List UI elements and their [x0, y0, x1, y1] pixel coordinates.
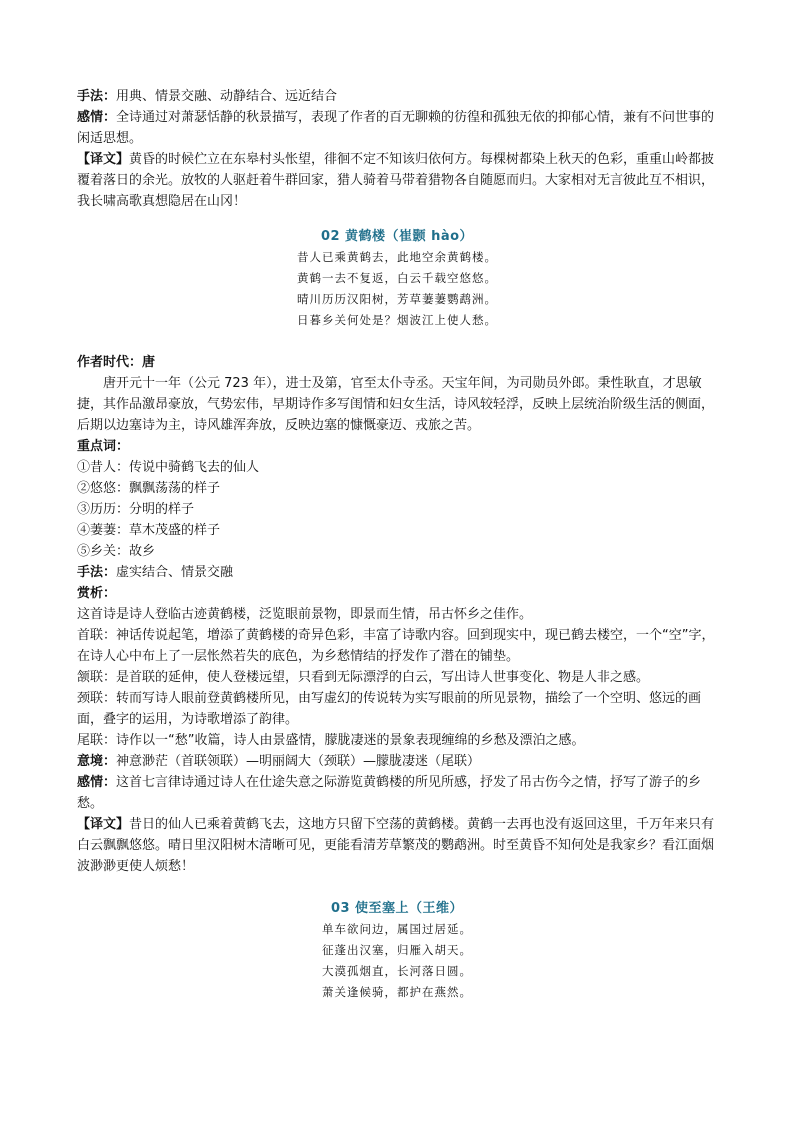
technique-label-2: 手法：	[77, 565, 117, 580]
poem-line: 黄鹤一去不复返，白云千载空悠悠。	[297, 271, 497, 285]
poem-line: 单车欲问边，属国过居延。	[322, 922, 472, 936]
document-page	[77, 86, 717, 1003]
translation-label: 【译文】	[77, 152, 130, 167]
poem-line: 萧关逢候骑，都护在燕然。	[322, 985, 472, 999]
technique-line-2	[77, 562, 717, 583]
technique-line	[77, 86, 717, 107]
keyword-item: ③历历：分明的样子	[77, 502, 195, 517]
poem-line: 昔人已乘黄鹤去，此地空余黄鹤楼。	[297, 250, 497, 264]
technique-label: 手法：	[77, 89, 117, 104]
emotion-line	[77, 107, 717, 149]
technique-text: 用典、情景交融、动静结合、远近结合	[116, 89, 338, 104]
mood-line	[77, 751, 717, 772]
poem-body-huanghelou	[77, 247, 717, 331]
technique-text-2: 虚实结合、情景交融	[116, 565, 234, 580]
keyword-item: ①昔人：传说中骑鹤飞去的仙人	[77, 460, 260, 475]
last-couplet-analysis: 尾联：诗作以一“愁”收篇，诗人由景盛情，朦胧凄迷的景象表现缠绵的乡愁及漂泊之感。	[77, 733, 585, 748]
keyword-item: ⑤乡关：故乡	[77, 544, 156, 559]
author-bio: 唐开元十一年（公元 723 年），进士及第，官至太仆寺丞。天宝年间，为司勋员外郎。秉性耿直，才思敏捷，其作品激昂豪放，气势宏伟，早期诗作多写闺情和妇女生活，诗风较轻浮，反映上层统治阶级生活的侧面，后期以边塞诗为主，诗风雄浑奔放，反映边塞的慷慨豪迈、戎旅之苦。	[77, 376, 715, 433]
translation-text: 黄昏的时候伫立在东皋村头怅望，徘徊不定不知该归依何方。每棵树都染上秋天的色彩，重重山岭都披覆着落日的余光。放牧的人驱赶着牛群回家，猎人骑着马带着猎物各自随愿而归。大家相对无言彼此互不相识，我长啸高歌真想隐居在山冈！	[77, 152, 715, 209]
emotion-label: 感情：	[77, 110, 117, 125]
emotion-label-2: 感情：	[77, 775, 117, 790]
poem-line: 晴川历历汉阳树，芳草萋萋鹦鹉洲。	[297, 292, 497, 306]
poem-line: 大漠孤烟直，长河落日圆。	[322, 964, 472, 978]
translation-line-2	[77, 814, 717, 877]
emotion-text: 全诗通过对萧瑟恬静的秋景描写，表现了作者的百无聊赖的彷徨和孤独无依的抑郁心情，兼有不问世事的闲适思想。	[77, 110, 715, 146]
translation-line	[77, 149, 717, 212]
mood-text: 神意渺茫（首联领联）—明丽阔大（颈联）—朦胧凄迷（尾联）	[116, 754, 481, 769]
translation-text-2: 昔日的仙人已乘着黄鹤飞去，这地方只留下空荡的黄鹤楼。黄鹤一去再也没有返回这里，千万年来只有白云飘飘悠悠。晴日里汉阳树木清晰可见，更能看清芳草繁茂的鹦鹉洲。时至黄昏不知何处是我家乡？看江面烟波渺渺更使人烦愁！	[77, 817, 715, 874]
poem-body-shizhisaishang	[77, 919, 717, 1003]
emotion-line-2	[77, 772, 717, 814]
author-era-label: 作者时代：	[77, 355, 143, 370]
first-couplet-analysis: 首联：神话传说起笔，增添了黄鹤楼的奇异色彩，丰富了诗歌内容。回到现实中，现已鹤去楼空，一个“空”字，在诗人心中布上了一层怅然若失的底色，为乡愁情结的抒发作了潜在的铺垫。	[77, 628, 715, 664]
poem-title-huanghelou: 02 黄鹤楼（崔颢 hào）	[320, 229, 474, 244]
author-era-text: 唐	[142, 355, 156, 370]
keywords-label: 重点词：	[77, 439, 130, 454]
poem-title-shizhisaishang: 03 使至塞上（王维）	[330, 901, 464, 916]
keywords-list	[77, 457, 717, 562]
keyword-item: ②悠悠：飘飘荡荡的样子	[77, 481, 221, 496]
translation-label-2: 【译文】	[77, 817, 130, 832]
poem-line: 日暮乡关何处是？烟波江上使人愁。	[297, 313, 497, 327]
mood-label: 意境：	[77, 754, 117, 769]
poem-line: 征蓬出汉塞，归雁入胡天。	[322, 943, 472, 957]
author-era-line	[77, 352, 717, 373]
third-couplet-analysis: 颈联：转而写诗人眼前登黄鹤楼所见，由写虚幻的传说转为实写眼前的所见景物，描绘了一个空明、悠远的画面，叠字的运用，为诗歌增添了韵律。	[77, 691, 702, 727]
second-couplet-analysis: 颔联：是首联的延伸，使人登楼远望，只看到无际漂浮的白云，写出诗人世事变化、物是人非之感。	[77, 670, 650, 685]
appreciation-intro: 这首诗是诗人登临古迹黄鹤楼，泛览眼前景物，即景而生情，吊古怀乡之佳作。	[77, 607, 533, 622]
keyword-item: ④萋萋：草木茂盛的样子	[77, 523, 221, 538]
appreciation-label: 赏析：	[77, 586, 117, 601]
emotion-text-2: 这首七言律诗通过诗人在仕途失意之际游览黄鹤楼的所见所感，抒发了吊古伤今之情，抒写了游子的乡愁。	[77, 775, 702, 811]
